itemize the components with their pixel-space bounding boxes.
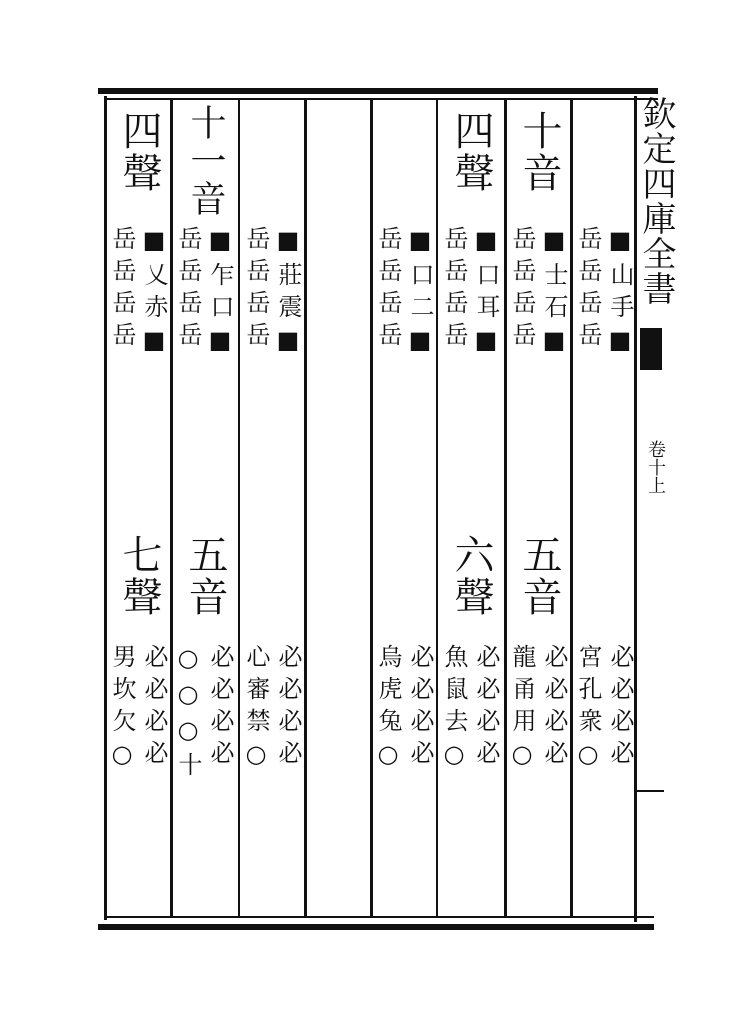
- grid-line: ■乍口■: [206, 226, 234, 362]
- lower-grid: [106, 644, 170, 776]
- grid-line: 必必必必: [406, 644, 434, 772]
- section-heading: 五音: [182, 534, 228, 618]
- top-border: [98, 88, 658, 94]
- grid-line: 心審禁○: [242, 644, 270, 776]
- grid-line: 必必必必: [274, 644, 302, 772]
- margin-tick: [636, 790, 664, 792]
- grid-line: 男坎欠○: [108, 644, 136, 776]
- section-heading: 六聲: [448, 534, 494, 618]
- grid-line: ■山手■: [606, 226, 634, 362]
- column-6: [240, 104, 306, 914]
- upper-grid: [372, 226, 436, 362]
- section-heading: 四聲: [448, 110, 494, 194]
- grid-line: 烏虎兔○: [374, 644, 402, 776]
- book-title: 欽定四庫全書: [636, 96, 676, 306]
- grid-line: 必必必必: [606, 644, 634, 772]
- upper-grid: [572, 226, 636, 362]
- grid-line: ■乂赤■: [140, 226, 168, 362]
- column-2: [506, 104, 572, 914]
- grid-line: 必必必必: [206, 644, 234, 772]
- upper-grid: [438, 226, 502, 362]
- grid-line: ■莊震■: [274, 226, 302, 362]
- fish-tail-mark: [640, 328, 662, 370]
- column-3: [438, 104, 504, 914]
- column-1: [572, 104, 638, 914]
- column-4: [372, 104, 438, 914]
- grid-line: ■口二■: [406, 226, 434, 362]
- grid-line: 龍甬用○: [508, 644, 536, 776]
- grid-line: ■口耳■: [472, 226, 500, 362]
- grid-line: 必必必必: [472, 644, 500, 772]
- volume-label: 卷十上: [645, 440, 666, 494]
- lower-grid: [240, 644, 304, 776]
- section-heading: 四聲: [116, 110, 162, 194]
- lower-grid: [438, 644, 502, 776]
- grid-line: 岳岳岳岳: [374, 226, 402, 354]
- grid-line: 岳岳岳岳: [440, 226, 468, 354]
- top-border-inner: [104, 98, 658, 100]
- bottom-border: [98, 924, 654, 930]
- grid-line: 岳岳岳岳: [574, 226, 602, 354]
- upper-grid: [172, 226, 236, 362]
- section-heading: 七聲: [116, 534, 162, 618]
- grid-line: 岳岳岳岳: [242, 226, 270, 354]
- grid-line: 宮孔衆○: [574, 644, 602, 776]
- grid-line: 岳岳岳岳: [174, 226, 202, 354]
- upper-grid: [506, 226, 570, 362]
- lower-grid: [372, 644, 436, 776]
- grid-line: ■士石■: [540, 226, 568, 362]
- lower-grid: [172, 644, 236, 784]
- upper-grid: [106, 226, 170, 362]
- grid-line: 岳岳岳岳: [508, 226, 536, 354]
- grid-line: ○○○十: [174, 644, 202, 784]
- column-7: [172, 104, 238, 914]
- grid-line: 岳岳岳岳: [108, 226, 136, 354]
- grid-line: 必必必必: [540, 644, 568, 772]
- section-heading: 十一音: [185, 104, 226, 218]
- lower-grid: [572, 644, 636, 776]
- lower-grid: [506, 644, 570, 776]
- upper-grid: [240, 226, 304, 362]
- column-8: [106, 104, 172, 914]
- grid-line: 必必必必: [140, 644, 168, 772]
- grid-line: 魚鼠去○: [440, 644, 468, 776]
- column-5-empty: [306, 104, 372, 914]
- section-heading: 十音: [516, 110, 562, 194]
- section-heading: 五音: [516, 534, 562, 618]
